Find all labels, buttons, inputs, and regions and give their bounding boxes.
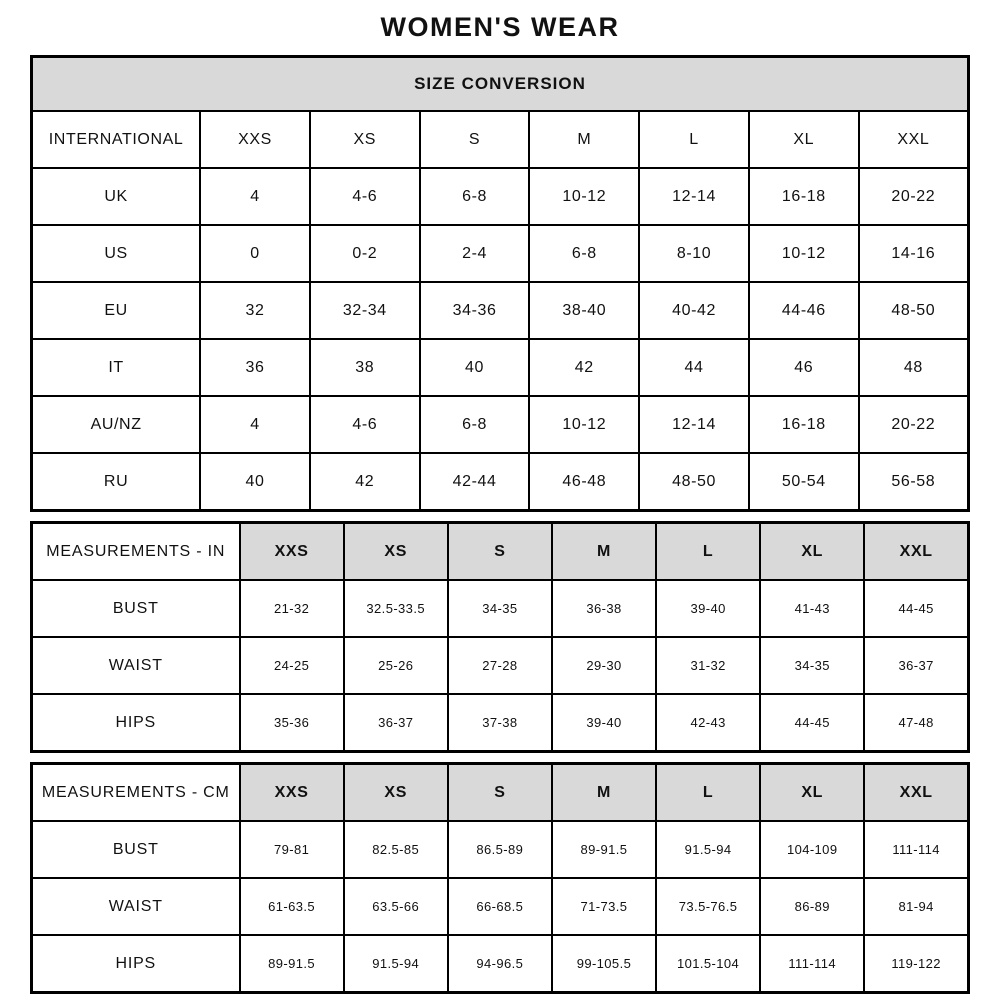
table-cell: 91.5-94	[656, 821, 760, 878]
table-cell: 36	[200, 339, 310, 396]
column-header: XXL	[864, 523, 968, 581]
row-label: IT	[32, 339, 201, 396]
column-header: XXL	[864, 764, 968, 822]
table-cell: 46-48	[529, 453, 639, 511]
table-cell: 44	[639, 339, 749, 396]
table-cell: 8-10	[639, 225, 749, 282]
table-cell: 20-22	[859, 168, 969, 225]
table-cell: 104-109	[760, 821, 864, 878]
table-cell: 86.5-89	[448, 821, 552, 878]
table-cell: 36-37	[864, 637, 968, 694]
header-row	[32, 764, 969, 822]
table-cell: 24-25	[240, 637, 344, 694]
corner-header: INTERNATIONAL	[32, 111, 201, 168]
table-row	[32, 821, 969, 878]
column-header: XXS	[200, 111, 310, 168]
table-cell: 36-38	[552, 580, 656, 637]
table-cell: 34-36	[420, 282, 530, 339]
table-cell: 41-43	[760, 580, 864, 637]
row-label: AU/NZ	[32, 396, 201, 453]
table-cell: 12-14	[639, 168, 749, 225]
column-header: S	[448, 523, 552, 581]
table-cell: 34-35	[760, 637, 864, 694]
column-header: XXL	[859, 111, 969, 168]
row-label: WAIST	[32, 637, 240, 694]
table-cell: 38-40	[529, 282, 639, 339]
table-row	[32, 453, 969, 511]
column-header: L	[639, 111, 749, 168]
table-cell: 44-45	[760, 694, 864, 752]
table-cell: 42-43	[656, 694, 760, 752]
table-cell: 40	[420, 339, 530, 396]
table-cell: 6-8	[420, 168, 530, 225]
table-row	[32, 225, 969, 282]
row-label: BUST	[32, 580, 240, 637]
column-header: XL	[749, 111, 859, 168]
corner-header: MEASUREMENTS - IN	[32, 523, 240, 581]
table-cell: 34-35	[448, 580, 552, 637]
table-cell: 40	[200, 453, 310, 511]
table-cell: 32	[200, 282, 310, 339]
table-cell: 91.5-94	[344, 935, 448, 993]
table-cell: 21-32	[240, 580, 344, 637]
table-row	[32, 637, 969, 694]
measurements-in-table	[30, 521, 970, 753]
table-cell: 25-26	[344, 637, 448, 694]
table-cell: 47-48	[864, 694, 968, 752]
table-cell: 89-91.5	[240, 935, 344, 993]
table-cell: 42-44	[420, 453, 530, 511]
column-header: XXS	[240, 764, 344, 822]
table-cell: 48	[859, 339, 969, 396]
table-cell: 66-68.5	[448, 878, 552, 935]
size-conversion-title: SIZE CONVERSION	[32, 57, 969, 112]
table-cell: 32.5-33.5	[344, 580, 448, 637]
table-cell: 61-63.5	[240, 878, 344, 935]
table-cell: 101.5-104	[656, 935, 760, 993]
table-cell: 99-105.5	[552, 935, 656, 993]
row-label: HIPS	[32, 935, 240, 993]
table-row	[32, 396, 969, 453]
table-cell: 14-16	[859, 225, 969, 282]
page-title: WOMEN'S WEAR	[380, 12, 620, 42]
table-row	[32, 694, 969, 752]
table-cell: 35-36	[240, 694, 344, 752]
corner-header: MEASUREMENTS - CM	[32, 764, 240, 822]
header-row	[32, 111, 969, 168]
table-cell: 37-38	[448, 694, 552, 752]
column-header: M	[552, 764, 656, 822]
row-label: US	[32, 225, 201, 282]
table-row	[32, 878, 969, 935]
table-cell: 46	[749, 339, 859, 396]
table-cell: 32-34	[310, 282, 420, 339]
row-label: RU	[32, 453, 201, 511]
column-header: XL	[760, 764, 864, 822]
table-cell: 81-94	[864, 878, 968, 935]
table-cell: 73.5-76.5	[656, 878, 760, 935]
table-cell: 48-50	[639, 453, 749, 511]
table-title-row	[32, 57, 969, 112]
table-cell: 82.5-85	[344, 821, 448, 878]
row-label: EU	[32, 282, 201, 339]
table-cell: 10-12	[529, 396, 639, 453]
table-cell: 16-18	[749, 396, 859, 453]
table-row	[32, 282, 969, 339]
table-cell: 44-45	[864, 580, 968, 637]
table-cell: 20-22	[859, 396, 969, 453]
table-cell: 12-14	[639, 396, 749, 453]
column-header: XS	[344, 523, 448, 581]
table-cell: 79-81	[240, 821, 344, 878]
table-cell: 4	[200, 396, 310, 453]
table-row	[32, 935, 969, 993]
column-header: XS	[344, 764, 448, 822]
table-cell: 71-73.5	[552, 878, 656, 935]
table-cell: 2-4	[420, 225, 530, 282]
column-header: XL	[760, 523, 864, 581]
table-cell: 39-40	[656, 580, 760, 637]
table-cell: 119-122	[864, 935, 968, 993]
table-cell: 4	[200, 168, 310, 225]
table-cell: 111-114	[864, 821, 968, 878]
column-header: L	[656, 764, 760, 822]
table-cell: 31-32	[656, 637, 760, 694]
row-label: BUST	[32, 821, 240, 878]
column-header: S	[448, 764, 552, 822]
table-cell: 29-30	[552, 637, 656, 694]
table-cell: 42	[310, 453, 420, 511]
table-cell: 50-54	[749, 453, 859, 511]
table-cell: 63.5-66	[344, 878, 448, 935]
column-header: L	[656, 523, 760, 581]
table-cell: 0-2	[310, 225, 420, 282]
row-label: WAIST	[32, 878, 240, 935]
table-cell: 42	[529, 339, 639, 396]
table-row	[32, 580, 969, 637]
column-header: M	[552, 523, 656, 581]
table-cell: 38	[310, 339, 420, 396]
column-header: XXS	[240, 523, 344, 581]
table-cell: 94-96.5	[448, 935, 552, 993]
table-cell: 86-89	[760, 878, 864, 935]
table-cell: 40-42	[639, 282, 749, 339]
table-cell: 36-37	[344, 694, 448, 752]
table-cell: 89-91.5	[552, 821, 656, 878]
header-row	[32, 523, 969, 581]
table-cell: 44-46	[749, 282, 859, 339]
table-cell: 16-18	[749, 168, 859, 225]
table-cell: 48-50	[859, 282, 969, 339]
size-conversion-table	[30, 55, 970, 512]
table-cell: 39-40	[552, 694, 656, 752]
table-cell: 0	[200, 225, 310, 282]
table-cell: 10-12	[529, 168, 639, 225]
table-cell: 4-6	[310, 168, 420, 225]
table-cell: 4-6	[310, 396, 420, 453]
table-cell: 27-28	[448, 637, 552, 694]
row-label: HIPS	[32, 694, 240, 752]
table-cell: 111-114	[760, 935, 864, 993]
table-cell: 56-58	[859, 453, 969, 511]
column-header: XS	[310, 111, 420, 168]
table-row	[32, 339, 969, 396]
table-cell: 6-8	[420, 396, 530, 453]
table-cell: 6-8	[529, 225, 639, 282]
table-row	[32, 168, 969, 225]
table-cell: 10-12	[749, 225, 859, 282]
row-label: UK	[32, 168, 201, 225]
column-header: M	[529, 111, 639, 168]
column-header: S	[420, 111, 530, 168]
measurements-cm-table	[30, 762, 970, 994]
